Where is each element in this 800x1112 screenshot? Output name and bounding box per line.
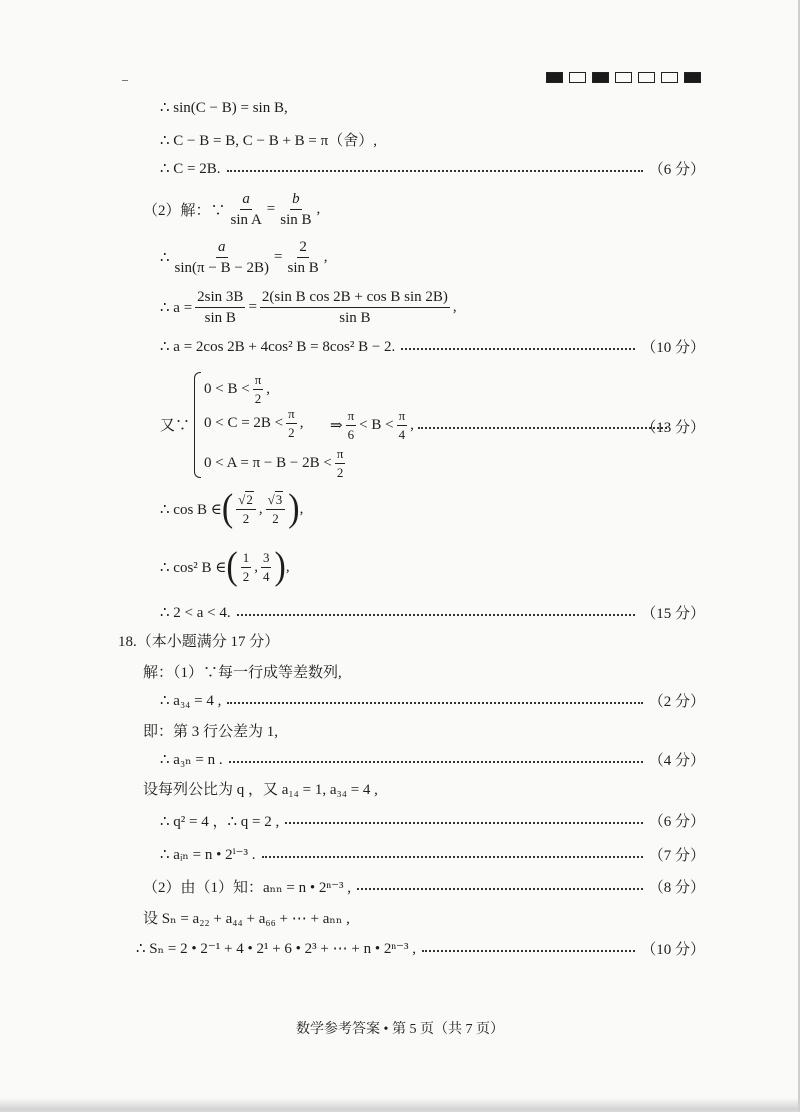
page-bottom-shadow <box>0 1098 800 1112</box>
q18-line-4: ∴ a₃ₙ = n . （4 分） <box>160 752 705 769</box>
header-mark-2 <box>569 72 586 83</box>
q18-line-6: ∴ q² = 4 ，∴ q = 2 , （6 分） <box>160 814 705 830</box>
line-c-b: ∴ C − B = B, C − B + B = π（舍）, <box>160 133 377 149</box>
line-a-cos: ∴ a = 2cos 2B + 4cos² B = 8cos² B − 2. （10 分） <box>160 339 705 356</box>
page-footer: 数学参考答案 • 第 5 页（共 7 页） <box>296 1022 504 1037</box>
inequality-system: 又∵ 0 < B < $\frac{\pi}{2}$ , 0 < C = 2B < $\frac{\pi}{2}$ , 0 < A = π − B − 2B < $\frac{\pi}{2}$ ⇒ $\frac{\pi}{6}$ < B < $\frac{\pi}{4}$ , （13 分） <box>160 372 705 480</box>
q18-line-10: ∴ Sₙ = 2 • 2⁻¹ + 4 • 2¹ + 6 • 2³ + ⋯ + n • 2ⁿ⁻³ , （10 分） <box>136 941 705 958</box>
q18-line-8: （2）由（1）知：aₙₙ = n • 2ⁿ⁻³ , （8 分） <box>143 880 705 896</box>
q18-title: 18.（本小题满分 17 分） <box>118 634 280 650</box>
header-mark-4 <box>615 72 632 83</box>
header-mark-3 <box>592 72 609 83</box>
line-sin-eq: ∴ sin(C − B) = sin B, <box>160 100 288 116</box>
line-sine-law: （2）解：∵ $\frac{a}{\text{sin A}}$ = $\frac{b}{\text{sin B}}$ , <box>143 191 321 228</box>
header-marks <box>546 72 701 83</box>
line-sine-law-2: ∴ $\frac{a}{\sin(\pi - B - 2B)}$ = $\frac{2}{\text{sin B}}$ , <box>160 239 328 276</box>
q18-line-2: ∴ a₃₄ = 4 , （2 分） <box>160 693 705 710</box>
header-mark-5 <box>638 72 655 83</box>
q18-line-5: 设每列公比为 q ，又 a₁₄ = 1, a₃₄ = 4 , <box>143 782 378 798</box>
q18-line-9: 设 Sₙ = a₂₂ + a₄₄ + a₆₆ + ⋯ + aₙₙ , <box>143 911 350 927</box>
line-c-2b: ∴ C = 2B. （6 分） <box>160 161 705 178</box>
header-mark-1 <box>546 72 563 83</box>
line-cosb-range: ∴ cos B ∈ ( $\frac{√2}{2}$ , $\frac{√3}{2}$ ) , <box>160 487 304 530</box>
line-cos2b-range: ∴ cos² B ∈ ( $\frac{1}{2}$ , $\frac{3}{4}$ ) , <box>160 545 290 588</box>
scan-speck <box>122 80 128 81</box>
header-mark-6 <box>661 72 678 83</box>
q18-line-1: 解：（1）∵每一行成等差数列, <box>143 665 342 681</box>
header-mark-7 <box>684 72 701 83</box>
line-a-range: ∴ 2 < a < 4. （15 分） <box>160 605 705 622</box>
q18-line-3: 即：第 3 行公差为 1, <box>143 724 279 740</box>
q18-line-7: ∴ aᵢₙ = n • 2ⁱ⁻³ . （7 分） <box>160 847 705 864</box>
line-a-expr: ∴ a = $\frac{2\sin 3B}{\text{sin B}}$ = $\frac{\text{2(sin B cos 2B + cos B sin 2B)}}{\text{sin B}}$ , <box>160 289 457 326</box>
